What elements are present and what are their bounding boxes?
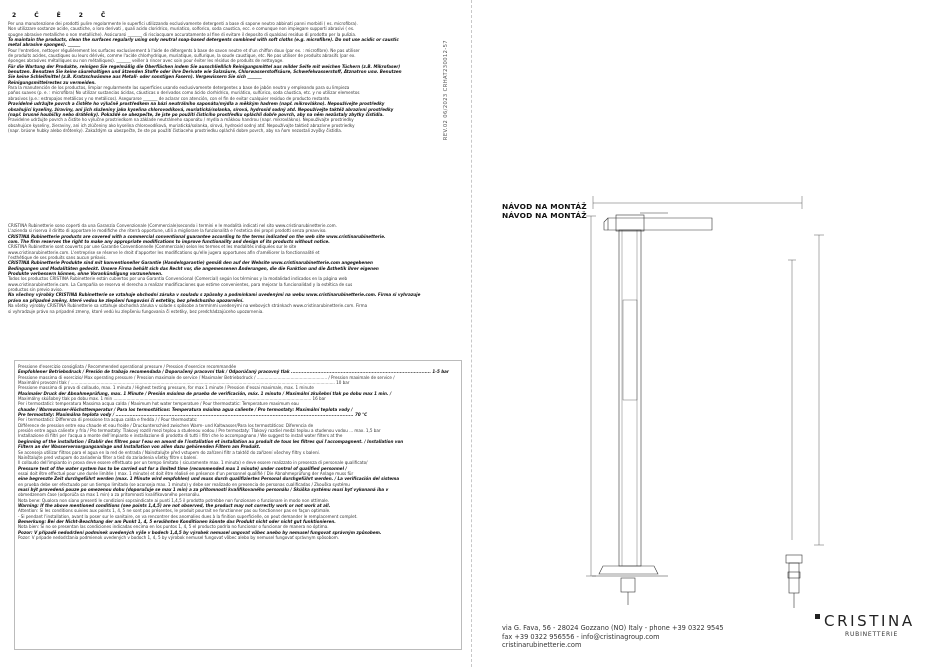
warranty-line: www.cristinarubinetterie.com. La Compañía se reserva el derecho a realizar modificaciones que estime convenientes, para mejorar la funcionalidad y la estética de sus	[8, 281, 353, 287]
specs-line: Pre termostaty: Maximálna teplota vody / ......................................................................................................................................................... 70 °C	[18, 412, 368, 418]
specs-line: eine begrenzte Zeit durchgeführt werden (max. 1 Minute wird empfohlen) und muss durch qualifiziertes Personal durchgeführt werden. / La verificación del sistema	[18, 476, 400, 482]
warranty-line: L'azienda si riserva il diritto di apportare le modifiche che riterrà opportune, utili a migliorare la funzionalità e l'estetica dei propri prodotti senza preavviso.	[8, 228, 327, 234]
specs-line: Pressione massima di esercizio/ Max operating pressure / Pression maximale de service / Maximaler Betriebsdruck / ...................................................... / Pression maximale de service /	[18, 374, 395, 380]
specs-line: Pressure test of the water system has to be carried out for a limited time (recommended max 1 minute) under control of qualified personnel /	[18, 465, 347, 471]
specs-line: Pressione massima di prova di collaudo, max. 1 minuto / Highest testing pressure, for max 1 minute / Pression d'essai maximale, max. 1 minute	[18, 385, 314, 391]
specs-line: Installazione di filtri per l'acqua a monte dell'impianto e installazione di prodotto di tutti i filtri che lo accompagnano / We suggest to install water filters at the	[18, 433, 343, 439]
header-char: É	[56, 12, 73, 19]
specs-line: Maximální provozní tlak / ........................................................................................................................................................................................................... 10 bar	[18, 380, 350, 386]
specs-line: Différence de pression entre eau chaude et eau froide / Druckunterschied zwischen Warm- und Kaltwasser/Para los termostáticos: Diferencia de	[18, 422, 314, 428]
specs-line: essai doit être effectué pour une durée limitée ( max. 1 minute) et doit être réalisé en présence d'un personnel qualifié / Die Abnahmeprüfung der Anlage muss für	[18, 470, 354, 476]
maintenance-line: Für die Wartung der Produkte, reinigen Sie regelmäßig die Oberflächen indem Sie ausschließlich Reinigungsmittel aus milder Seife mit weichen Tüchern (z.B. Mikrofaser)	[8, 63, 401, 69]
maintenance-line: Non utilizzare sostanze acide, caustiche, o loro derivati , quali acido cloridrico, muriatico, solforico, soda caustica, ecc. e comunque non impiegare supporti abrasivi ( es.	[8, 26, 355, 32]
specs-line: Pozor: V prípade nedodržania podmienok uvedených v bodoch 1, 4, 5 by výrobok nemusel fungovať vôbec alebo by nemusel fungovať správnym spôsobom.	[18, 535, 340, 540]
specs-line: Nota bene: Qualora non siano presenti le condizioni sopraindicate ai punti 1,4,5 il prodotto potrebbe non funzionare o funzionare in modo non ottimale.	[18, 497, 330, 503]
maintenance-section	[8, 21, 440, 133]
warranty-line: Bedingungen und Modalitäten gedeckt. Unsere Firma behält sich das Recht vor, die angemessenen Änderungen, die die Funktion und die Ästhetik ihrer eigenen	[8, 265, 379, 271]
logo-square-icon	[815, 614, 820, 619]
warranty-line: Na všetky výrobky CRISTINA Rubinetterie sa vzťahuje obchodná záruka v súlade s spôsobe a termínmi uvedenými na webových stránkach www.cristinarubinetterie.com. Firma	[8, 303, 368, 309]
address-line-2: fax +39 0322 956556 - info@cristinagroup.com	[502, 632, 660, 641]
specs-line: Bemerkung: Bei der Nicht-Beachtung der am Punkt 1, 4, 5 erwähnten Konditionen könnte das Produkt nicht oder nicht gut funktionieren.	[18, 518, 336, 524]
specs-line: Maximaler Druck der Abnahmeprüfung, max. 1 Minute / Presión máxima de prueba de verificación, máx. 1 minuto / Maximální zkušební tlak po dobu max 1 min. /	[18, 390, 392, 396]
maintenance-line: Per una manutenzione dei prodotti pulire regolarmente le superfici utilizzando esclusivamente detergenti a base di sapone neutro abbinati panni morbidi ( es. microfibra).	[8, 21, 358, 26]
maintenance-line: Pravidelne udržujte povrch a čistite ho výlučne prostriedkom na základe neutrálneho saponátu / mydla a mäkkou handrou (napr. mikrovlákno). Nepoužívajte prostriedky	[8, 117, 354, 123]
specs-line: Empfohlener Betriebsdruck / Presión de trabajo recomendada / Doporučený pracovní tlak / Odporúčaný pracovný tlak .......................................................................................... 1-5 bar	[18, 369, 449, 375]
specs-line: presión entre agua caliente y fría / Pro termostaty: Tlakový rozdíl mezi teplou a studenou vodou / Pre termostaty: Tlakový rozdiel medzi teplou a studenou vodou ... max. 1,5 bar	[18, 428, 381, 434]
maintenance-line: paños suaves (p. e. : microfibra) No utilizar sustancias ácidas, cáusticas o derivados como ácido clorhídrico, muriático, sulfúrico, soda cáustica, etc. y no utilizar elementos	[8, 90, 360, 96]
warranty-line: CRISTINA Rubinetterie products are covered with a commercial conventional guarantee according to the terms indicated on the web site www.cristinarubinetterie.	[8, 233, 386, 239]
header-characters	[12, 12, 123, 19]
warranty-line: Produkte verbessern können, ohne Vorankündigung vorzunehmen.	[8, 271, 163, 277]
assembly-title-cz: NÁVOD NA MONTÁŽ	[502, 202, 587, 211]
specs-line: en prueba debe ser efectuado por un tiempo limitado (se aconseja max. 1 minuto) y debe ser realizado en presencia de personas cualificadas / Zkouška systému	[18, 481, 350, 487]
warranty-line: productos sin previo aviso.	[8, 287, 63, 293]
warranty-line: CRISTINA Rubinetterie sono coperti da una Garanzia Convenzionale (Commerciale)secondo i termini e le modalità indicati nel sito www.cristinarubinetterie.com.	[8, 223, 337, 228]
specs-line: Per i termostatici: Differenza di pressione tra acqua calda e fredda / / Pour thermostats:	[18, 417, 198, 423]
logo-subtitle: RUBINETTERIE	[845, 631, 899, 638]
specs-line: Se aconseja utilizar filtros para el agua en la red de entrada / Nainstalujte před vstupem do zařízení filtr a taktéž do zařízení všechny filtry s balení.	[18, 449, 320, 455]
header-char: 2	[12, 12, 29, 19]
header-char: Č	[100, 12, 118, 19]
maintenance-line: abrasivos (p.e.: estropajos metálicos y no metálicos). Asegurarse _______ de aclarar con atención, con el fin de evitar cualquier residuo de producto restante.	[8, 95, 331, 101]
assembly-title-sk: NÁVOD NA MONTÁŽ	[502, 211, 587, 220]
warranty-line: l'esthétique de ses produits sans aucun préavis.	[8, 255, 107, 261]
maintenance-line: Reinigungsmittelrestes zu vermeiden.	[8, 79, 96, 85]
specs-line: Pozor: V případě nedodržení podmínek uvedených výše v bodech 1,4,5 by výrobek nemusel ungovat vůbec anebo by nemusel fungovat správným způsobem.	[18, 529, 382, 535]
specs-line: chaude / Warmwasser-Höchsttemperatur / Para los termostáticos: Temperatura máxima agua caliente / Pro termostaty: Maximální teplota vody /	[18, 406, 353, 412]
maintenance-line: (napr. brúsne hubky alebo drôtenky). Zakaždým sa ubezpečte, že ste po použití čistiaceho prostriedku opláchli dobre povrch, aby na ňom nezostali zvyšky čistidla.	[8, 127, 343, 133]
maintenance-line: éponges abrasives métalliques ou non métalliques). _______ veiller à rincer avec soin pour éviter les résidus de produits de nettoyage.	[8, 58, 284, 64]
warranty-line: si vyhradzuje právo na prípadné zmeny, ktoré vedú ku zlepšeniu fungovania či estetiky, bez predchádzajúceho upozornenia.	[8, 308, 264, 314]
warranty-line: com. The firm reserves the right to make any appropriate modifications to improve functionality and design of its products without notice.	[8, 239, 330, 245]
warranty-line: Na všechny výrobky CRISTINA Rubinetterie se vztahuje obchodní záruka v souladu s způsoby a podmínkami uvedenými na webu www.cristinarubinetterie.com. Firma si vyhrazuje	[8, 292, 421, 298]
specs-line: Warning: If the above mentioned conditions (see points 1,4,5) are not observed, the product may not correctly work or not work at all.	[18, 502, 331, 508]
revision-code-text: REV.02 06/2023 CRHAT230012-57	[443, 40, 449, 141]
specs-line: obmedzenom čase (odporúča sa max 1 min) a za prítomnosti kvalifikovaného personálu.	[18, 492, 201, 498]
maintenance-line: To maintain the products, clean the surfaces regularly using only neutral soap-based detergents combined with soft cloths (e.g. microfibre). Do not use acidic or caustic	[8, 37, 399, 43]
maintenance-line: Pour l'entretien, nettoyer régulièrement les surfaces exclusivement à l'aide de détergents à base de savon neutre et d'un chiffon doux (par ex. : microfibre). Ne pas utiliser	[8, 47, 360, 53]
warranty-line: CRISTINA Rubinetterie Produkte sind mit konventioneller Garantie (Handelsgarantie) gemäß den auf der Website www.cristinarubinetterie.com angegebenen	[8, 260, 373, 266]
warranty-line: www.cristinarubinetterie.com. L'entreprise se réserve le droit d'apporter les modifications qu'elle jugera opportunes afin d'améliorer la fonctionnalité et	[8, 249, 320, 255]
specs-line: Attention: Si les conditions suivies aux points 1, 4, 5 ne sont pas présentes, le produit pourrait ne fonctionner pas ou fonctionner pas en façon optimale.	[18, 508, 331, 514]
warranty-line: CRISTINA Rubinetterie sont couverts par une Garantie Conventionnelle (Commerciale) selon les termes et les modalités indiquées sur le site	[8, 244, 297, 250]
maintenance-line: Sie keine Schleifmittel (z.B. Kratzschwämme aus Metall- oder sonstigen Fasern). Vergewissern Sie sich _______	[8, 74, 262, 80]
warranty-line: právo na případné změny, které vedou ke zlepšení fungování či estetiky, bez předchozího upozornění.	[8, 297, 244, 303]
specs-line: Maximálny skúšobný tlak po dobu max. 1 min ........................................................................................................................................................ 16 bar	[18, 396, 326, 402]
maintenance-line: (např. brusné houbičky nebo drátěnky). Pokaždé se ubezpečte, že jste po použití čisticího prostředku opláchli dobře povrch, aby na něm nezůstaly zbytky čistidla.	[8, 111, 384, 117]
specs-line: Nota bien: Si no se presentan las condiciones indicadas encima en los puntos 1, 4, 5 el producto podría no funcionar o funcionar de manera no óptima.	[18, 524, 329, 530]
specs-line: Il collaudo dell'impianto in prova deve essere effettuato per un tempo limitato ( sicuramente max. 1 minuto) e deve essere realizzato in presenza di personale qualificato/	[18, 460, 368, 466]
header-char: Ć	[34, 12, 51, 19]
specs-line: beginning of the installation / Établir des filtres pour l'eau en amont de l'installation et installation au produit de tous les filtres qui l'accompagnent. / Installation von	[18, 438, 404, 444]
right-panel	[472, 0, 950, 667]
specs-section	[18, 364, 456, 540]
specs-line: musí být provedená pouze po omezenou dobu (doporučuje se max 1 min) a za přítomnosti kvalifikovaného personálu / Skúška systému musí byť vykonaná iba v	[18, 486, 389, 492]
logo-name-text: CRISTINA	[824, 612, 915, 630]
maintenance-line: metal abrasive sponges). ______	[8, 42, 81, 48]
company-address	[502, 624, 724, 650]
warranty-section	[8, 223, 464, 314]
maintenance-line: spugne abrasive metalliche o non metalliche). Assicurarsi _______ di risciacquare accuratamente al fine di evitare il deposito di qualsiasi residuo di prodotto per la pulizia.	[8, 31, 357, 37]
maintenance-line: obsahující kyseliny, žíraviny, ani jich služeniny jako kyselina chlorovodíková, muriatická/solanka, sírová, hydroxid sodný atd. Nepoužívejte taktéž abrazivní prostředky	[8, 106, 394, 112]
address-line-3: cristinarubinetterie.com	[502, 641, 582, 650]
maintenance-line: Para la manutención de los productos, limpiar regularmente las superficies usando exclusivamente detergentes a base de jabón neutro y empleando para su limpieza	[8, 85, 350, 91]
maintenance-line: de produits acides, caustiques ou leurs dérivés, comme l'acide chlorhydrique, muriatique, sulfurique, la soude caustique, etc. Ne pas utiliser de produits abrasifs (par ex.	[8, 53, 356, 59]
header-char: 2	[78, 12, 95, 19]
cristina-logo	[815, 612, 915, 638]
address-line-1: via G. Fava, 56 - 28024 Gozzano (NO) Italy - phone +39 0322 9545	[502, 624, 724, 632]
warranty-line: Todos los productos CRISTINA Rubinetterie están cubiertos por una Garantía Convencional (Comercial) según los términos y la modalidad indicados en la página web	[8, 276, 348, 282]
specs-line: Nainštalujte pred vstupom do zariadenia filter a tiež do zariadenia všetky filtre s balení.	[18, 454, 198, 460]
revision-code-vertical	[443, 40, 453, 200]
specs-line: Pressione d'esercizio consigliata / Recommended operational pressure / Pression d'exercice recommandée	[18, 364, 237, 369]
specs-line: Per i termostatici: temperatura Massima acqua calda / Maximum hot water temperature / Pour thermostatic: Temperature maximum eau	[18, 401, 299, 407]
maintenance-line: benutzen. Benutzen Sie keine säurehaltigen und ätzenden Stoffe oder ihre Derivate wie Salzsäure, Chlorwasserstoffsäure, Schwefelwasserstoff, Ätznatron usw. Benutzen	[8, 69, 402, 75]
specs-line: - Si pendant l'installation, avant la poser sur le sanitaire, on va rencontrer des anomalies dues à la finition superficielle, on peut demander le remplacement complet.	[18, 513, 358, 519]
maintenance-line: Pravidelné udržujte povrch a čistěte ho výlučně prostředkem na bázi neutrálního saponátu/mýdla a měkkým hadrem (např. mikrovlákno). Nepoužívejte prostředky	[8, 101, 385, 107]
left-panel	[4, 0, 465, 667]
specs-line: Filtern an der Wasserversorgungsanlage und Installation von allen dazu gehörenden Filtern am Produkt.	[18, 444, 261, 450]
faucet-technical-drawing	[472, 0, 950, 620]
maintenance-line: obsahujúce kyseliny, žieraviny, ani ich zlúčeniny ako kyselina chlorovodíková, muriatická/solanka, sírová, hydroxid sodný atď. Nepoužívajte taktiež abrazívne prostriedky	[8, 122, 355, 128]
